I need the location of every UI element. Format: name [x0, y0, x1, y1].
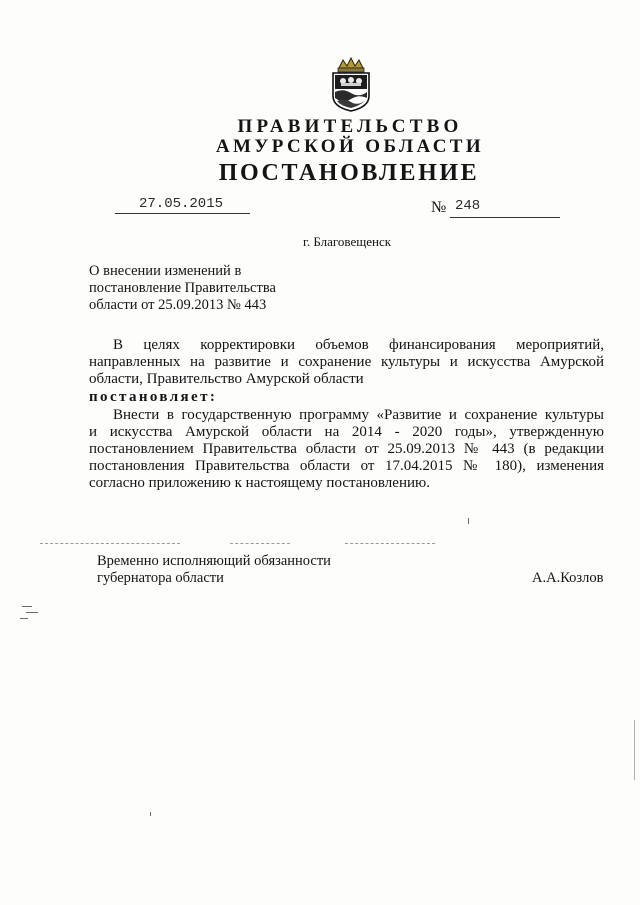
organization-name-line1: ПРАВИТЕЛЬСТВО [237, 116, 463, 137]
document-number: 248 [455, 198, 481, 214]
subject-line: О внесении изменений в [89, 263, 242, 279]
number-underline [450, 217, 560, 218]
number-sign: № [431, 199, 447, 216]
organization-name-line2: АМУРСКОЙ ОБЛАСТИ [215, 136, 485, 157]
body-line: постановлением Правительства области от 25.09.2013 № 443 (в редакции [89, 441, 604, 457]
scan-artifact [40, 543, 180, 544]
scan-artifact [150, 812, 151, 816]
scan-artifact [345, 543, 435, 544]
scan-artifact [26, 612, 38, 613]
scan-artifact [634, 720, 635, 780]
body-line: направленных на развитие и сохранение культуры и искусства Амурской [89, 354, 604, 370]
resolve-word: постановляет: [89, 389, 218, 405]
signer-position [97, 553, 331, 587]
resolution-paragraph [89, 407, 604, 492]
subject-line: постановление Правительства [89, 280, 276, 296]
scan-artifact [20, 618, 28, 619]
signer-name: А.А.Козлов [532, 570, 604, 586]
body-line: В целях корректировки объемов финансирования мероприятий, [113, 337, 604, 353]
document-subject [89, 263, 276, 314]
scan-artifact [22, 606, 32, 607]
body-line: согласно приложению к настоящему постановлению. [89, 475, 430, 491]
document-type-title: ПОСТАНОВЛЕНИЕ [218, 160, 480, 186]
city-name: г. Благовещенск [303, 234, 392, 249]
document-date: 27.05.2015 [139, 196, 224, 212]
preamble-paragraph [89, 337, 604, 388]
scan-artifact [468, 518, 469, 524]
body-line: постановления Правительства области от 17.04.2015 № 180), изменения [89, 458, 604, 474]
scan-artifact [230, 543, 290, 544]
coat-of-arms-icon [329, 56, 373, 112]
signer-position-line: губернатора области [97, 570, 224, 586]
date-underline [115, 213, 250, 214]
body-line: и искусства Амурской области на 2014 - 2020 годы», утвержденную [89, 424, 604, 440]
signer-position-line: Временно исполняющий обязанности [97, 553, 331, 569]
subject-line: области от 25.09.2013 № 443 [89, 297, 267, 313]
body-line: Внести в государственную программу «Развитие и сохранение культуры [113, 407, 604, 423]
body-line: области, Правительство Амурской области [89, 371, 364, 387]
